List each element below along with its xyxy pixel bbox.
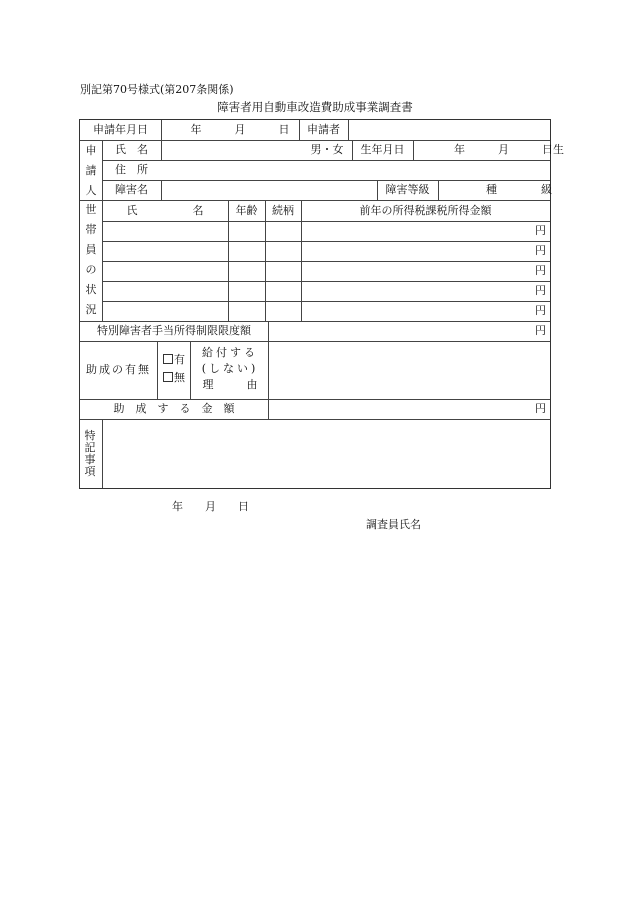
grade-value: 種 級 bbox=[486, 183, 552, 196]
col-divider bbox=[190, 341, 191, 399]
row-divider bbox=[102, 301, 550, 302]
col-divider bbox=[265, 200, 266, 321]
applicant-group-label: 申請人 bbox=[85, 144, 97, 197]
name-label: 氏 名 bbox=[115, 143, 148, 156]
row-divider bbox=[102, 221, 550, 222]
reason-label-3: 理 由 bbox=[202, 378, 258, 391]
col-divider bbox=[413, 140, 414, 160]
birthdate-label: 生年月日 bbox=[360, 143, 405, 156]
row-divider bbox=[102, 160, 550, 161]
row-divider bbox=[80, 419, 550, 420]
row-divider bbox=[80, 399, 550, 400]
row-divider bbox=[80, 200, 550, 201]
col-divider bbox=[161, 180, 162, 200]
col-divider bbox=[157, 341, 158, 399]
household-yen-4: 円 bbox=[535, 284, 546, 297]
amount-label: 助 成 す る 金 額 bbox=[113, 402, 235, 415]
col-divider bbox=[161, 140, 162, 160]
application-date-label: 申請年月日 bbox=[93, 123, 148, 136]
application-date-value: 年 月 日 bbox=[190, 123, 290, 136]
subsidy-no-option[interactable]: 無 bbox=[163, 371, 185, 385]
household-yen-2: 円 bbox=[535, 244, 546, 257]
col-divider bbox=[268, 321, 269, 419]
household-col-age: 年齢 bbox=[235, 204, 258, 217]
applicant-label: 申請者 bbox=[307, 123, 340, 136]
row-divider bbox=[80, 341, 550, 342]
form-title: 障害者用自動車改造費助成事業調査書 bbox=[217, 100, 413, 114]
checkbox-icon[interactable] bbox=[163, 354, 173, 364]
income-limit-label: 特別障害者手当所得制限限度額 bbox=[97, 324, 251, 337]
household-col-name: 氏 名 bbox=[126, 204, 204, 217]
row-divider bbox=[102, 261, 550, 262]
footer-date: 年 月 日 bbox=[172, 500, 249, 513]
col-divider bbox=[438, 180, 439, 200]
disability-name-label: 障害名 bbox=[115, 183, 148, 196]
investigator-name-label: 調査員氏名 bbox=[366, 518, 421, 531]
household-col-income: 前年の所得税課税所得金額 bbox=[359, 204, 492, 217]
row-divider bbox=[80, 140, 550, 141]
reason-label-1: 給付する bbox=[202, 346, 258, 359]
row-divider bbox=[102, 180, 550, 181]
reason-label-2: (しない) bbox=[201, 362, 259, 375]
amount-yen: 円 bbox=[535, 402, 546, 415]
col-divider bbox=[161, 120, 162, 140]
checkbox-icon[interactable] bbox=[163, 372, 173, 382]
household-col-relation: 続柄 bbox=[272, 204, 294, 217]
survey-form-table bbox=[79, 119, 564, 489]
row-divider bbox=[80, 321, 550, 322]
col-divider bbox=[228, 200, 229, 321]
form-number: 別記第70号様式(第207条関係) bbox=[80, 83, 234, 96]
col-divider bbox=[102, 419, 103, 488]
household-yen-3: 円 bbox=[535, 264, 546, 277]
disability-grade-label: 障害等級 bbox=[385, 183, 430, 196]
address-label: 住 所 bbox=[115, 163, 148, 176]
remarks-label: 特記事項 bbox=[84, 429, 96, 478]
birthdate-value: 年 月 日生 bbox=[454, 143, 564, 156]
household-yen-5: 円 bbox=[535, 304, 546, 317]
col-divider bbox=[348, 120, 349, 140]
gender-field: 男・女 bbox=[310, 143, 344, 156]
household-group-label: 世帯員の状況 bbox=[85, 203, 97, 316]
subsidy-yes-option[interactable]: 有 bbox=[163, 353, 185, 367]
row-divider bbox=[102, 241, 550, 242]
row-divider bbox=[102, 281, 550, 282]
income-limit-yen: 円 bbox=[535, 324, 546, 337]
subsidy-label: 助成の有無 bbox=[86, 363, 151, 376]
col-divider bbox=[301, 200, 302, 321]
household-yen-1: 円 bbox=[535, 224, 546, 237]
